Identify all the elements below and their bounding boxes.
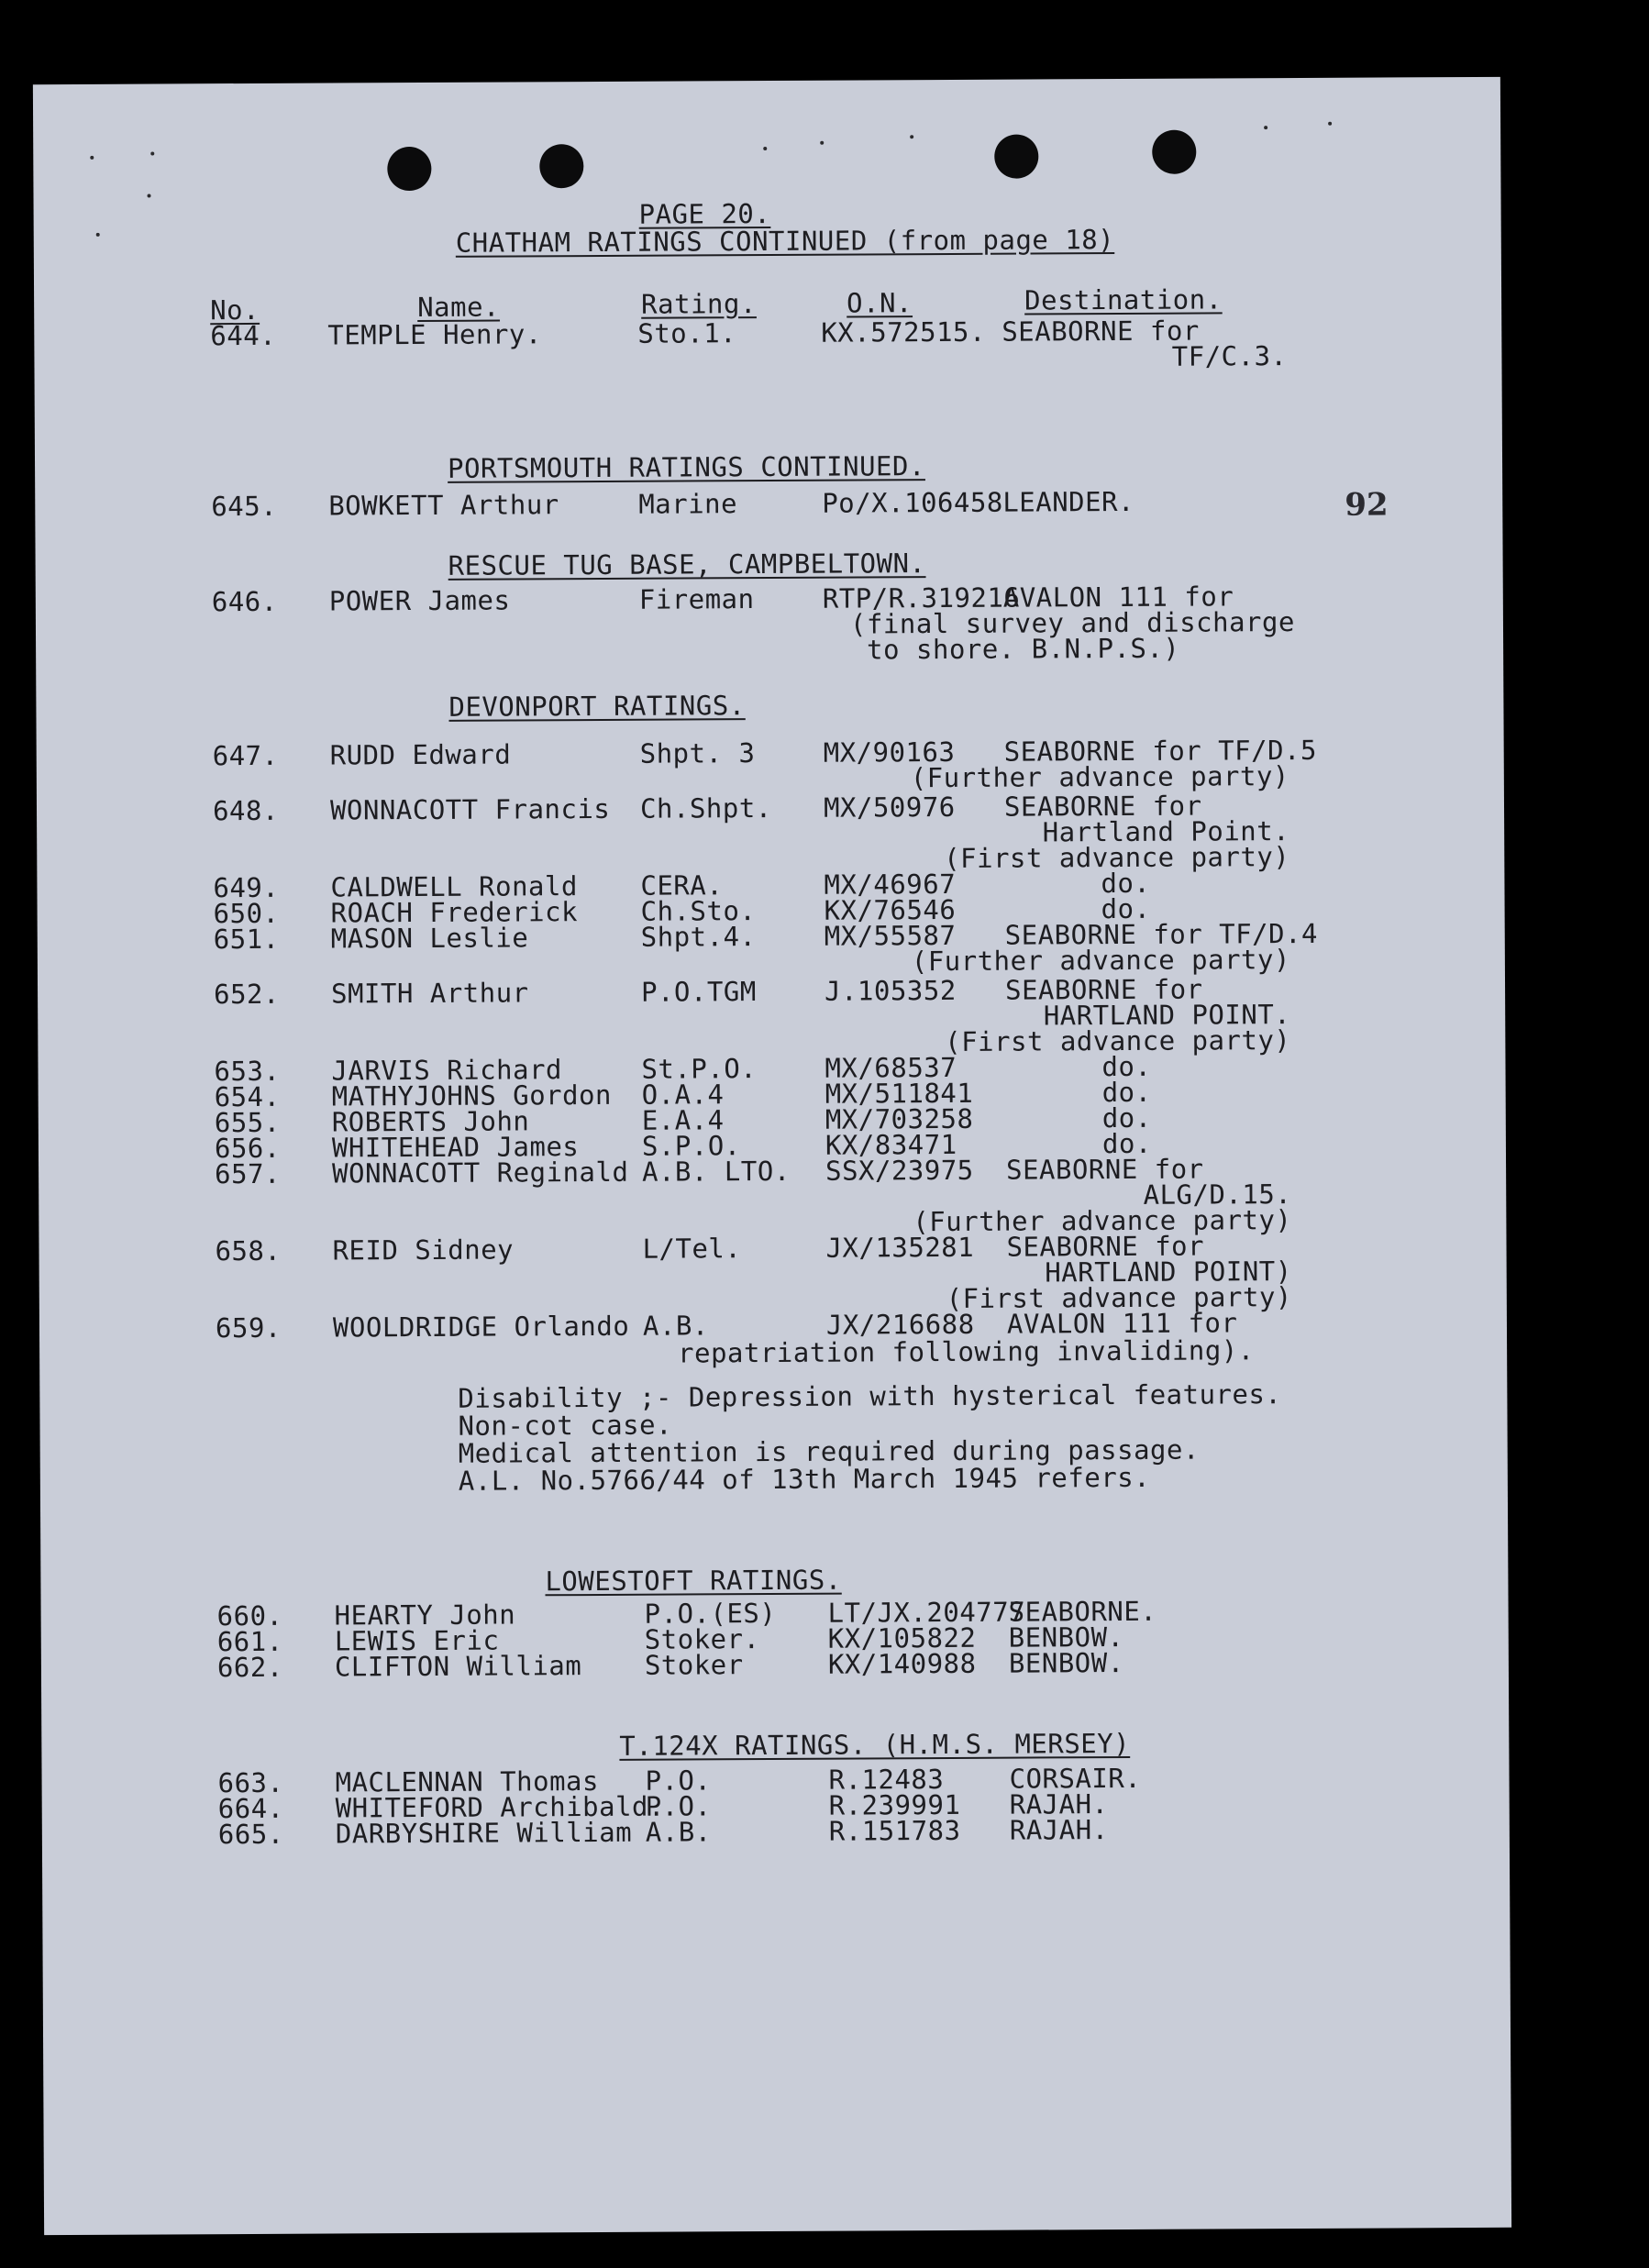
row-name: TEMPLE Henry. <box>327 318 542 351</box>
row-rating: St.P.O. <box>641 1053 758 1085</box>
row-name: WONNACOTT Francis <box>329 792 611 826</box>
row-destination-cont: (First advance party) <box>944 841 1290 875</box>
row-destination-cont: (First advance party) <box>945 1024 1291 1058</box>
row-destination: SEABORNE for <box>1002 315 1200 348</box>
row-destination: do. <box>1101 892 1151 925</box>
row-rating: Sto.1. <box>637 317 737 349</box>
row-destination: LEANDER. <box>1002 485 1135 518</box>
row-number: 651. <box>213 923 280 956</box>
speck <box>910 135 913 138</box>
row-rating: L/Tel. <box>642 1233 742 1265</box>
row-destination: SEABORNE for <box>1006 1230 1205 1263</box>
row-rating: Stoker. <box>644 1623 760 1655</box>
row-rating: Ch.Sto. <box>640 895 757 927</box>
row-official-number: MX/703258 <box>824 1102 974 1135</box>
row-destination: SEABORNE for <box>1003 790 1202 823</box>
row-name: DARBYSHIRE William <box>335 1816 633 1850</box>
speck <box>763 147 767 150</box>
column-header-rating: Rating. <box>641 288 757 320</box>
row-number: 645. <box>211 490 278 523</box>
speck <box>96 233 100 237</box>
row-number: 650. <box>213 897 280 930</box>
section-heading: T.124X RATINGS. (H.M.S. MERSEY) <box>619 1727 1131 1762</box>
column-header-on: O.N. <box>847 287 913 319</box>
row-official-number: JX/216688 <box>825 1308 975 1341</box>
row-official-number: LT/JX.204777 <box>827 1596 1026 1629</box>
row-rating: Ch.Shpt. <box>639 791 772 824</box>
row-official-number: KX/105822 <box>827 1621 977 1654</box>
row-destination: AVALON 111 for <box>1002 581 1234 614</box>
row-official-number: MX/511841 <box>824 1077 974 1110</box>
section-heading: PORTSMOUTH RATINGS CONTINUED. <box>447 450 925 484</box>
row-official-number: MX/55587 <box>824 919 957 952</box>
row-name: WHITEHEAD James <box>331 1131 580 1164</box>
section-heading: RESCUE TUG BASE, CAMPBELTOWN. <box>448 548 926 581</box>
medical-note-line: Non-cot case. <box>458 1409 673 1442</box>
row-official-number: Po/X.106458 <box>822 486 1003 519</box>
row-number: 652. <box>213 978 281 1011</box>
row-official-number: MX/90163 <box>823 736 956 769</box>
row-destination-cont: (Further advance party) <box>911 944 1290 978</box>
speck <box>150 152 154 156</box>
page-title: PAGE 20. <box>638 197 771 230</box>
row-destination-cont: Hartland Point. <box>1042 815 1290 848</box>
row-official-number: R.239991 <box>828 1788 961 1821</box>
medical-note-line: A.L. No.5766/44 of 13th March 1945 refers. <box>458 1461 1151 1497</box>
row-destination: SEABORNE for <box>1004 973 1203 1006</box>
row-destination-cont: to shore. B.N.P.S.) <box>867 632 1180 666</box>
page-subtitle: CHATHAM RATINGS CONTINUED (from page 18) <box>455 224 1115 259</box>
row-name: REID Sidney <box>332 1234 515 1267</box>
punch-hole <box>387 147 431 191</box>
row-rating: Shpt.4. <box>640 921 757 953</box>
medical-note-line: Disability ;- Depression with hysterical features. <box>458 1378 1282 1414</box>
speck <box>90 156 94 160</box>
row-rating: Stoker <box>644 1649 744 1681</box>
row-number: 654. <box>214 1080 281 1113</box>
punch-hole <box>1152 130 1196 174</box>
row-destination-cont: (Further advance party) <box>913 1204 1292 1238</box>
row-destination-cont: repatriation following invaliding). <box>678 1334 1255 1369</box>
row-rating: P.O. <box>645 1765 712 1797</box>
row-destination-cont: (First advance party) <box>946 1281 1292 1315</box>
row-destination: do. <box>1101 1101 1152 1134</box>
speck <box>1264 126 1267 129</box>
row-destination: SEABORNE for <box>1005 1153 1204 1186</box>
row-rating: P.O.TGM <box>640 976 757 1008</box>
row-number: 657. <box>215 1157 282 1190</box>
row-name: MATHYJOHNS Gordon <box>331 1079 613 1112</box>
speck <box>1328 122 1332 126</box>
row-rating: P.O.(ES) <box>644 1597 777 1630</box>
row-destination: CORSAIR. <box>1009 1762 1142 1795</box>
row-number: 661. <box>216 1625 283 1658</box>
row-official-number: MX/68537 <box>824 1051 957 1084</box>
punch-hole <box>994 134 1038 178</box>
row-official-number: MX/50976 <box>823 791 956 824</box>
row-name: LEWIS Eric <box>334 1624 500 1657</box>
medical-note-line: Medical attention is required during passage. <box>458 1433 1200 1469</box>
row-destination: BENBOW. <box>1008 1621 1124 1654</box>
row-number: 646. <box>211 585 278 618</box>
row-destination: do. <box>1101 1127 1152 1160</box>
row-number: 664. <box>217 1792 284 1825</box>
row-official-number: KX/140988 <box>827 1647 977 1680</box>
section-heading: DEVONPORT RATINGS. <box>448 690 746 723</box>
column-header-name: Name. <box>417 291 501 324</box>
row-destination: RAJAH. <box>1009 1814 1109 1846</box>
row-name: BOWKETT Arthur <box>328 489 559 522</box>
row-official-number: SSX/23975 <box>824 1154 974 1187</box>
row-name: ROACH Frederick <box>330 896 579 929</box>
row-name: WHITEFORD Archibald. <box>335 1790 666 1824</box>
row-rating: E.A.4 <box>641 1104 725 1136</box>
speck <box>147 194 150 198</box>
row-name: JARVIS Richard <box>331 1054 563 1087</box>
row-number: 649. <box>213 871 280 904</box>
row-official-number: JX/135281 <box>825 1231 975 1264</box>
row-destination-cont: (final survey and discharge <box>849 606 1295 640</box>
row-destination-cont: ALG/D.15. <box>1143 1178 1292 1211</box>
row-name: MACLENNAN Thomas <box>335 1765 600 1798</box>
row-name: WOOLDRIDGE Orlando <box>332 1310 630 1344</box>
row-destination: do. <box>1101 1050 1152 1083</box>
row-official-number: J.105352 <box>824 974 957 1007</box>
row-official-number: KX.572515. <box>821 315 986 348</box>
row-official-number: R.151783 <box>828 1814 961 1847</box>
row-number: 663. <box>217 1766 284 1799</box>
row-number: 647. <box>212 739 279 772</box>
row-rating: CERA. <box>640 869 724 902</box>
section-heading: LOWESTOFT RATINGS. <box>545 1564 842 1598</box>
document-page <box>33 77 1511 2235</box>
row-rating: O.A.4 <box>641 1079 725 1111</box>
row-official-number: MX/46967 <box>824 868 957 901</box>
row-number: 644. <box>210 319 277 352</box>
row-number: 653. <box>214 1055 281 1088</box>
row-name: POWER James <box>328 584 511 617</box>
row-destination: do. <box>1101 867 1151 900</box>
row-name: CALDWELL Ronald <box>330 870 578 903</box>
row-number: 659. <box>215 1311 282 1344</box>
row-number: 648. <box>212 794 279 827</box>
row-name: ROBERTS John <box>331 1105 530 1138</box>
row-name: MASON Leslie <box>330 922 529 955</box>
row-rating: A.B. LTO. <box>641 1155 791 1188</box>
row-official-number: KX/76546 <box>824 893 957 926</box>
row-destination-cont: (Further advance party) <box>910 760 1289 794</box>
punch-hole <box>539 144 583 188</box>
row-destination: RAJAH. <box>1009 1788 1109 1820</box>
row-name: HEARTY John <box>334 1599 516 1632</box>
row-rating: S.P.O. <box>641 1130 741 1162</box>
row-official-number: R.12483 <box>828 1764 945 1796</box>
row-destination: SEABORNE for TF/D.5 <box>1003 734 1318 768</box>
column-header-destination: Destination. <box>1024 283 1223 316</box>
folio-number: 92 <box>1345 486 1389 524</box>
row-number: 656. <box>214 1132 281 1165</box>
row-number: 655. <box>214 1106 281 1139</box>
row-name: CLIFTON William <box>334 1650 582 1683</box>
row-number: 660. <box>216 1599 283 1632</box>
row-number: 662. <box>216 1651 283 1684</box>
row-rating: Marine <box>638 488 738 520</box>
row-rating: A.B. <box>642 1310 709 1342</box>
row-number: 665. <box>217 1818 284 1851</box>
row-destination-cont: HARTLAND POINT) <box>1045 1256 1292 1289</box>
row-rating: P.O. <box>645 1790 712 1822</box>
row-rating: Fireman <box>638 583 755 615</box>
row-destination: SEABORNE. <box>1008 1595 1157 1628</box>
row-official-number: RTP/R.319216 <box>822 581 1021 614</box>
row-number: 658. <box>215 1234 282 1267</box>
column-header-no: No. <box>210 293 260 326</box>
row-destination: SEABORNE for TF/D.4 <box>1004 917 1319 951</box>
row-name: SMITH Arthur <box>330 977 529 1010</box>
row-rating: A.B. <box>645 1816 712 1848</box>
row-destination: AVALON 111 for <box>1006 1307 1238 1340</box>
row-destination: do. <box>1101 1076 1152 1109</box>
row-destination-cont: TF/C.3. <box>1171 340 1288 372</box>
row-official-number: KX/83471 <box>824 1128 957 1161</box>
row-rating: Shpt. 3 <box>639 737 756 769</box>
row-name: RUDD Edward <box>329 738 512 771</box>
row-destination: BENBOW. <box>1008 1646 1124 1679</box>
speck <box>820 141 824 145</box>
row-name: WONNACOTT Reginald <box>332 1156 629 1189</box>
row-destination-cont: HARTLAND POINT. <box>1043 999 1291 1032</box>
